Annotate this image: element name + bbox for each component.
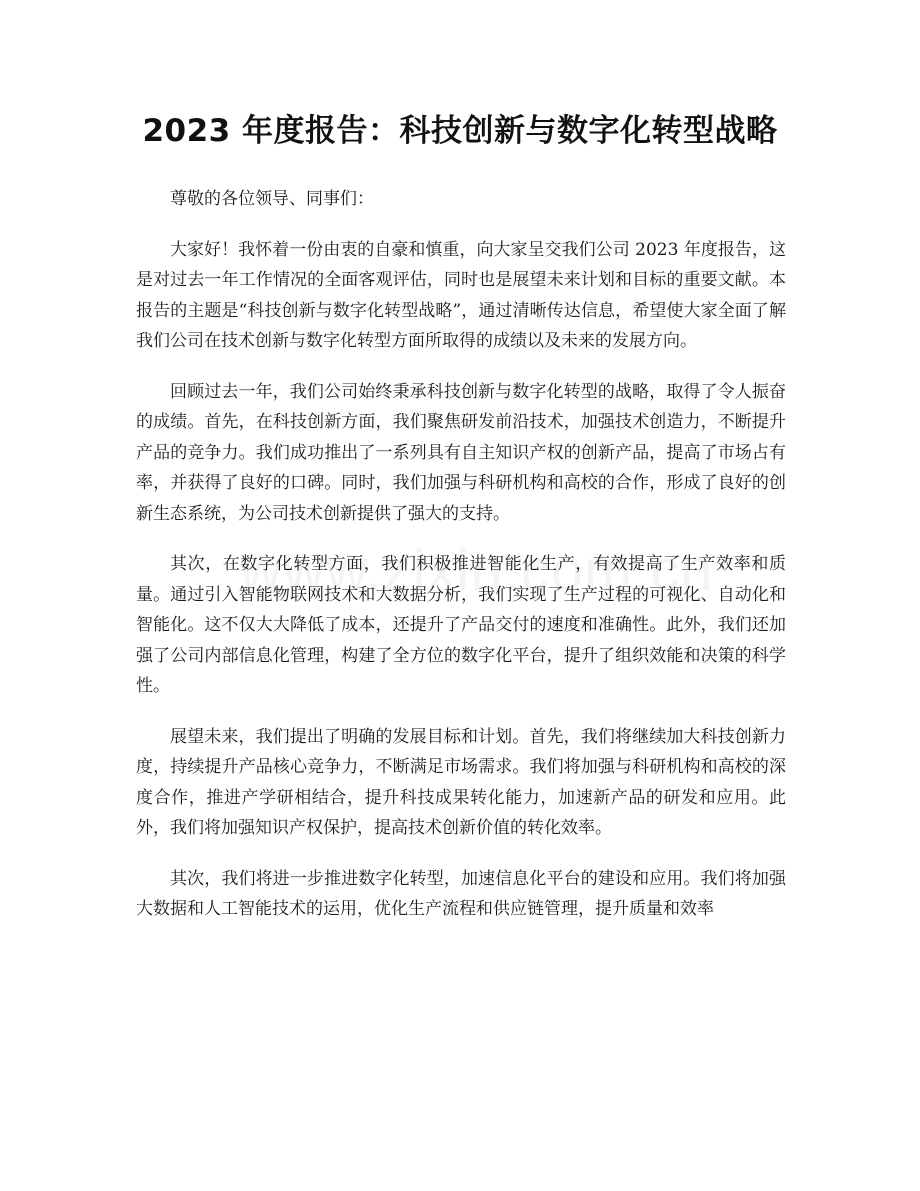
next-steps-paragraph: 其次，我们将进一步推进数字化转型，加速信息化平台的建设和应用。我们将加强大数据和人工智能技术的运用，优化生产流程和供应链管理，提升质量和效率 [136,868,786,919]
outlook-paragraph: 展望未来，我们提出了明确的发展目标和计划。首先，我们将继续加大科技创新力度，持续提升产品核心竞争力，不断满足市场需求。我们将加强与科研机构和高校的深度合作，推进产学研相结合，提升科技成果转化能力，加速新产品的研发和应用。此外，我们将加强知识产权保护，提高技术创新价值的转化效率。 [136,726,786,838]
document-title: 2023 年度报告：科技创新与数字化转型战略 [142,113,778,149]
intro-paragraph: 大家好！我怀着一份由衷的自豪和慎重，向大家呈交我们公司 2023 年度报告，这是对过去一年工作情况的全面客观评估，同时也是展望未来计划和目标的重要文献。本报告的主题是“科技创新与数字化转型战略”，通过清晰传达信息，希望使大家全面了解我们公司在技术创新与数字化转型方面所取得的成绩以及未来的发展方向。 [136,239,786,351]
document-body [136,184,786,945]
salutation-paragraph: 尊敬的各位领导、同事们： [170,189,374,209]
review-paragraph: 回顾过去一年，我们公司始终秉承科技创新与数字化转型的战略，取得了令人振奋的成绩。首先，在科技创新方面，我们聚焦研发前沿技术，加强技术创造力，不断提升产品的竞争力。我们成功推出了一系列具有自主知识产权的创新产品，提高了市场占有率，并获得了良好的口碑。同时，我们加强与科研机构和高校的合作，形成了良好的创新生态系统，为公司技术创新提供了强大的支持。 [136,381,786,524]
digital-transformation-paragraph: 其次，在数字化转型方面，我们积极推进智能化生产，有效提高了生产效率和质量。通过引入智能物联网技术和大数据分析，我们实现了生产过程的可视化、自动化和智能化。这不仅大大降低了成本，还提升了产品交付的速度和准确性。此外，我们还加强了公司内部信息化管理，构建了全方位的数字化平台，提升了组织效能和决策的科学性。 [136,554,786,696]
